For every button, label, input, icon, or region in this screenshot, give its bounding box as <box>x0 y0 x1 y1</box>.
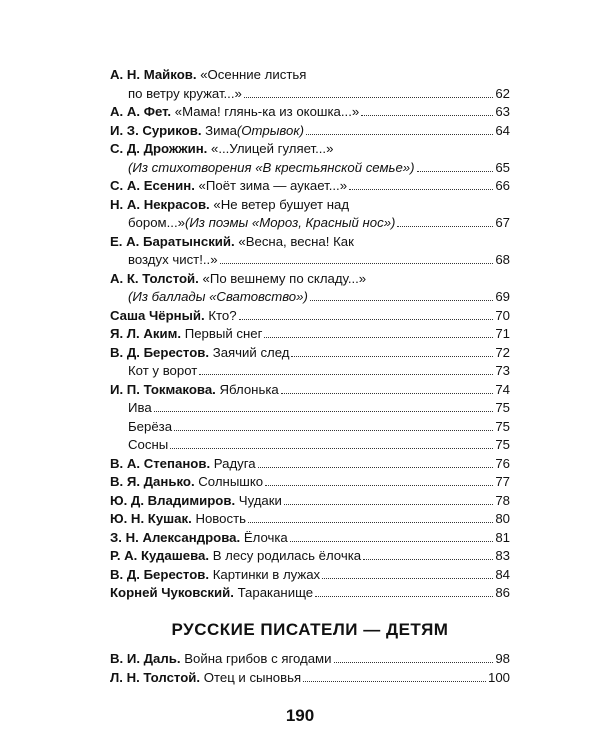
dot-leader <box>170 448 493 449</box>
dot-leader <box>334 662 494 663</box>
toc-author: Я. Л. Аким. <box>110 326 182 341</box>
dot-leader <box>248 522 493 523</box>
toc-author: И. П. Токмакова. <box>110 381 216 397</box>
toc-entry <box>110 529 510 548</box>
dot-leader <box>199 374 493 375</box>
dot-leader <box>306 134 493 135</box>
toc-page-number: 64 <box>495 122 510 138</box>
toc-author: Ю. Н. Кушак. <box>110 511 192 526</box>
toc-title: Зима <box>205 122 237 138</box>
toc-page-number: 75 <box>495 400 510 415</box>
toc-page-number: 81 <box>495 529 510 545</box>
toc-title: «...Улицей гуляет...» <box>211 141 334 156</box>
toc-title: «Весна, весна! Как <box>238 233 354 249</box>
toc-line <box>110 473 510 492</box>
toc-entry <box>110 492 510 511</box>
toc-entry <box>110 455 510 474</box>
dot-leader <box>154 411 494 412</box>
toc-title: Кот у ворот <box>128 363 198 378</box>
toc-title: воздух чист!..» <box>128 252 218 267</box>
toc-page-number: 71 <box>495 326 510 341</box>
toc-entry <box>110 196 510 233</box>
table-of-contents <box>110 66 510 603</box>
toc-line <box>110 566 510 585</box>
toc-entry <box>110 547 510 566</box>
toc-entry <box>110 233 510 270</box>
toc-author: В. Д. Берестов. <box>110 344 210 360</box>
toc-author: С. Д. Дрожжин. <box>110 141 208 156</box>
dot-leader <box>258 467 494 468</box>
toc-entry <box>110 399 510 418</box>
toc-page-number: 98 <box>495 651 510 666</box>
toc-title: «Не ветер бушует над <box>213 196 350 212</box>
toc-entry <box>110 325 510 344</box>
toc-line <box>110 547 510 566</box>
toc-author: И. З. Суриков. <box>110 122 202 138</box>
toc-line <box>110 436 510 455</box>
toc-entry <box>110 344 510 363</box>
toc-line <box>110 288 510 307</box>
toc-author: Е. А. Баратынский. <box>110 233 235 249</box>
dot-leader <box>361 115 493 116</box>
toc-line <box>110 418 510 437</box>
toc-author: Ю. Д. Владимиров. <box>110 492 236 508</box>
toc-page-number: 80 <box>495 511 510 526</box>
toc-author: В. А. Степанов. <box>110 455 211 471</box>
toc-entry <box>110 473 510 492</box>
toc-line <box>110 196 510 215</box>
toc-title: Ёлочка <box>243 529 288 545</box>
toc-line <box>110 122 510 141</box>
toc-entry <box>110 270 510 307</box>
toc-line <box>110 103 510 122</box>
toc-line <box>110 177 510 196</box>
toc-title: Новость <box>195 511 246 526</box>
toc-line <box>110 344 510 363</box>
dot-leader <box>239 319 494 320</box>
toc-line <box>110 140 510 159</box>
dot-leader <box>349 189 493 190</box>
dot-leader <box>264 337 493 338</box>
toc-line <box>110 584 510 603</box>
toc-note: (Отрывок) <box>236 122 304 138</box>
dot-leader <box>281 393 494 394</box>
toc-line <box>110 325 510 344</box>
toc-page-number: 63 <box>495 104 510 119</box>
toc-page-number: 77 <box>495 474 510 489</box>
dot-leader <box>322 578 493 579</box>
toc-author: А. К. Толстой. <box>110 270 199 286</box>
toc-page-number: 74 <box>495 381 510 397</box>
toc-title: В лесу родилась ёлочка <box>212 548 362 563</box>
toc-author: Н. А. Некрасов. <box>110 196 210 212</box>
toc-title: Тараканище <box>237 585 314 600</box>
toc-title: по ветру кружат...» <box>128 85 242 101</box>
toc-note: (Из стихотворения «В крестьянской семье») <box>128 159 415 175</box>
toc-page-number: 69 <box>495 289 510 304</box>
toc-title: Яблонька <box>219 381 279 397</box>
dot-leader <box>310 300 493 301</box>
toc-title: «Поёт зима — аукает...» <box>198 178 348 193</box>
toc-line <box>110 233 510 252</box>
toc-entry <box>110 362 510 381</box>
toc-entry <box>110 177 510 196</box>
toc-line <box>110 85 510 104</box>
toc-author: Корней Чуковский. <box>110 585 234 600</box>
toc-entry <box>110 122 510 141</box>
toc-title: Чудаки <box>238 492 282 508</box>
toc-line <box>110 669 510 688</box>
toc-title: Радуга <box>213 455 256 471</box>
toc-line <box>110 399 510 418</box>
toc-entry <box>110 103 510 122</box>
toc-page-number: 78 <box>495 492 510 508</box>
toc-line <box>110 492 510 511</box>
toc-page-number: 66 <box>495 178 510 193</box>
toc-author: Саша Чёрный. <box>110 307 205 323</box>
toc-title: Картинки в лужах <box>212 566 321 582</box>
toc-page-number: 100 <box>487 669 510 685</box>
toc-author: Р. А. Кудашева. <box>110 548 210 563</box>
toc-line <box>110 529 510 548</box>
dot-leader <box>303 681 486 682</box>
dot-leader <box>244 97 493 98</box>
toc-entry <box>110 66 510 103</box>
toc-author: З. Н. Александрова. <box>110 529 241 545</box>
toc-author: А. А. Фет. <box>110 104 172 119</box>
toc-line <box>110 214 510 233</box>
toc-page-number: 76 <box>495 455 510 471</box>
toc-title: Кто? <box>208 307 237 323</box>
toc-author: В. Д. Берестов. <box>110 566 210 582</box>
toc-line <box>110 251 510 270</box>
toc-line <box>110 66 510 85</box>
dot-leader <box>284 504 493 505</box>
toc-entry <box>110 418 510 437</box>
toc-title: «Осенние листья <box>200 67 307 82</box>
toc-page-number: 62 <box>495 85 510 101</box>
dot-leader <box>265 485 493 486</box>
toc-line <box>110 381 510 400</box>
toc-entry <box>110 669 510 688</box>
toc-title: «Мама! глянь-ка из окошка...» <box>174 104 360 119</box>
section-heading: РУССКИЕ ПИСАТЕЛИ — ДЕТЯМ <box>171 620 449 639</box>
toc-entry <box>110 584 510 603</box>
toc-entry <box>110 566 510 585</box>
toc-page-number: 67 <box>495 215 510 230</box>
toc-title: Берёза <box>128 418 173 434</box>
dot-leader <box>291 356 493 357</box>
toc-author: В. Я. Данько. <box>110 474 195 489</box>
toc-line <box>110 159 510 178</box>
dot-leader <box>315 596 493 597</box>
toc-author: А. Н. Майков. <box>110 67 197 82</box>
toc-author: В. И. Даль. <box>110 651 181 666</box>
toc-line <box>110 455 510 474</box>
toc-line <box>110 307 510 326</box>
toc-note: (Из поэмы «Мороз, Красный нос») <box>184 215 396 230</box>
toc-page-number: 75 <box>495 437 510 452</box>
toc-page-number: 84 <box>495 566 510 582</box>
toc-title: бором...» <box>128 215 185 230</box>
toc-author: Л. Н. Толстой. <box>110 669 201 685</box>
toc-title: Солнышко <box>198 474 264 489</box>
toc-entry <box>110 650 510 669</box>
toc-page-number: 65 <box>495 159 510 175</box>
toc-entry <box>110 140 510 177</box>
toc-author: С. А. Есенин. <box>110 178 195 193</box>
toc-page-number: 72 <box>495 344 510 360</box>
toc-title: «По вешнему по складу...» <box>202 270 367 286</box>
toc-title: Сосны <box>128 437 169 452</box>
toc-title: Первый снег <box>184 326 263 341</box>
toc-entry <box>110 436 510 455</box>
toc-line <box>110 270 510 289</box>
section-table-of-contents <box>110 650 510 687</box>
toc-note: (Из баллады «Сватовство») <box>128 289 308 304</box>
toc-entry <box>110 381 510 400</box>
page-number: 190 <box>285 706 315 725</box>
toc-entry <box>110 510 510 529</box>
toc-page-number: 75 <box>495 418 510 434</box>
dot-leader <box>363 559 493 560</box>
toc-page-number: 70 <box>495 307 510 323</box>
toc-page-number: 83 <box>495 548 510 563</box>
toc-line <box>110 362 510 381</box>
toc-title: Война грибов с ягодами <box>184 651 332 666</box>
toc-title: Ива <box>128 400 152 415</box>
toc-line <box>110 650 510 669</box>
dot-leader <box>397 226 493 227</box>
dot-leader <box>417 171 494 172</box>
toc-page-number: 86 <box>495 585 510 600</box>
toc-page-number: 68 <box>495 252 510 267</box>
toc-page-number: 73 <box>495 363 510 378</box>
toc-title: Отец и сыновья <box>203 669 302 685</box>
dot-leader <box>290 541 494 542</box>
dot-leader <box>174 430 493 431</box>
toc-line <box>110 510 510 529</box>
dot-leader <box>220 263 494 264</box>
toc-entry <box>110 307 510 326</box>
toc-title: Заячий след <box>212 344 290 360</box>
